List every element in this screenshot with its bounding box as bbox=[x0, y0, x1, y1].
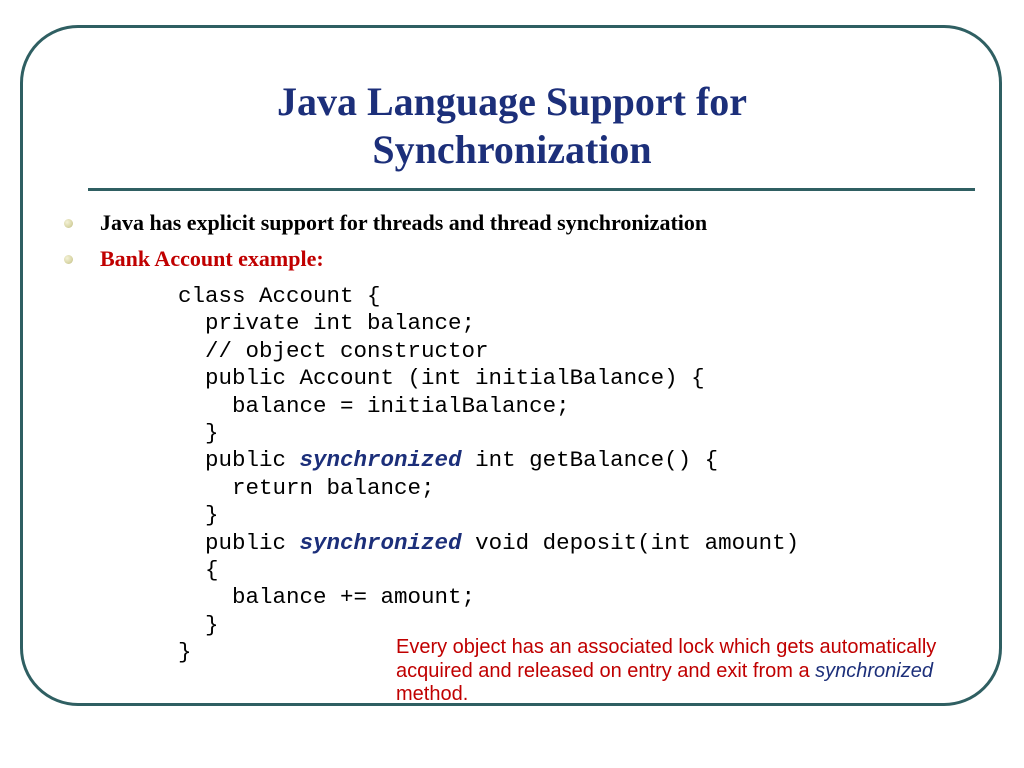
code-line: class Account { bbox=[178, 283, 381, 309]
title-line-1: Java Language Support for bbox=[276, 79, 748, 124]
title-divider bbox=[88, 188, 975, 191]
code-line: public synchronized int getBalance() { bbox=[205, 447, 719, 474]
bullet-list bbox=[62, 205, 707, 277]
lock-note: Every object has an associated lock which gets automatically acquired and released on entry and exit from a synchronized method. bbox=[396, 636, 937, 705]
synchronized-keyword: synchronized bbox=[299, 447, 462, 474]
code-line: { bbox=[205, 556, 219, 583]
bullet-dot-icon bbox=[64, 219, 73, 228]
bullet-item bbox=[62, 205, 707, 241]
code-line: public Account (int initialBalance) { bbox=[205, 365, 705, 392]
bullet-text: Java has explicit support for threads and thread synchronization bbox=[100, 210, 708, 235]
note-keyword: synchronized bbox=[815, 659, 933, 682]
code-line: return balance; bbox=[232, 474, 435, 501]
code-line: } bbox=[178, 639, 192, 666]
code-block bbox=[178, 283, 799, 666]
code-line: } bbox=[205, 419, 219, 446]
code-line: private int balance; bbox=[205, 310, 476, 337]
bullet-dot-icon bbox=[64, 255, 73, 264]
bullet-item bbox=[62, 241, 707, 277]
synchronized-keyword: synchronized bbox=[299, 529, 462, 556]
code-line: public synchronized void deposit(int amount) bbox=[205, 529, 800, 556]
bullet-text: Bank Account example: bbox=[100, 246, 324, 271]
code-line: } bbox=[205, 611, 219, 638]
code-line: // object constructor bbox=[205, 337, 489, 364]
title-line-2: Synchronization bbox=[372, 127, 652, 172]
code-line: } bbox=[205, 502, 219, 529]
code-line: balance += amount; bbox=[232, 584, 476, 611]
code-line: balance = initialBalance; bbox=[232, 392, 570, 419]
slide-title bbox=[40, 78, 984, 174]
